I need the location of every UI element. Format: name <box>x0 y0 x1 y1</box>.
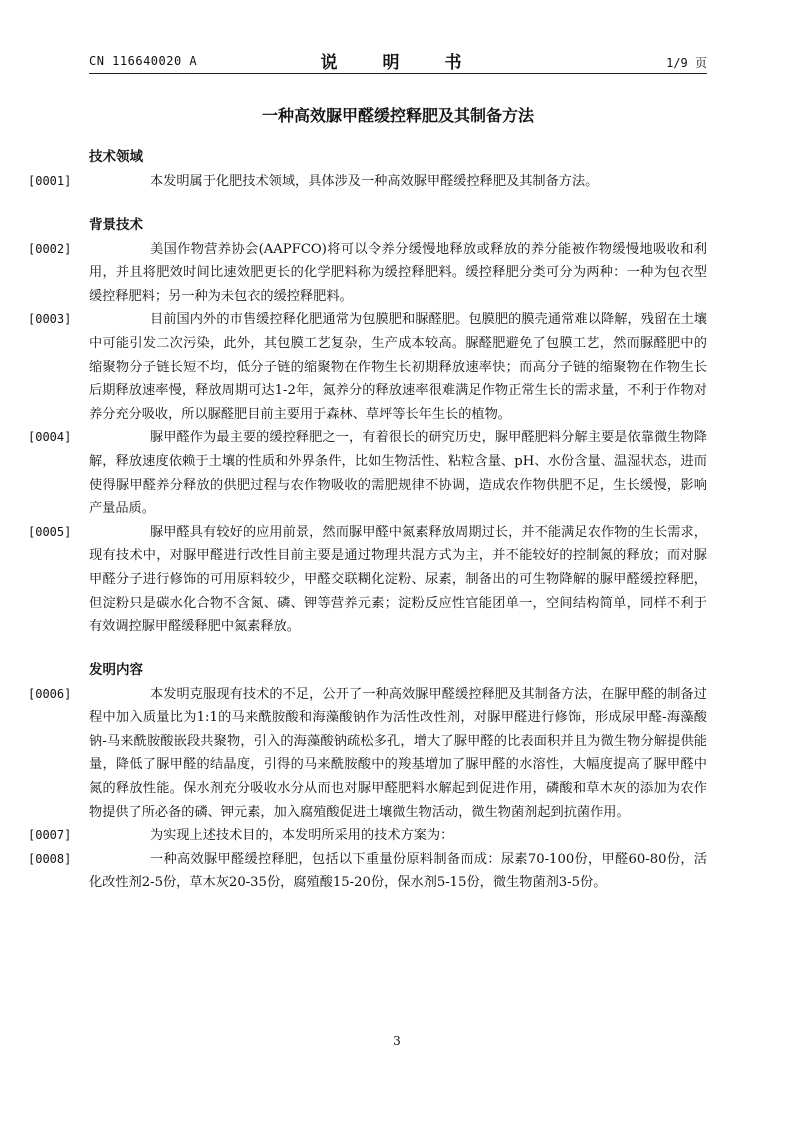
page-indicator: 1/9 页 <box>666 56 707 70</box>
document-title: 一种高效脲甲醛缓控释肥及其制备方法 <box>261 106 534 125</box>
paragraph-0002 <box>28 238 707 309</box>
paragraph-text: 脲甲醛具有较好的应用前景，然而脲甲醛中氮素释放周期过长，并不能满足农作物的生长需求，现有技术中，对脲甲醛进行改性目前主要是通过物理共混方式为主，并不能较好的控制氮的释放；而对脲甲醛分子进行修饰的可用原料较少，甲醛交联糊化淀粉、尿素，制备出的可生物降解的脲甲醛缓控释肥，但淀粉只是碳水化合物不含氮、磷、钾等营养元素；淀粉反应性官能团单一，空间结构简单，同样不利于有效调控脲甲醛缓释肥中氮素释放。 <box>89 524 707 635</box>
paragraph-text: 脲甲醛作为最主要的缓控释肥之一，有着很长的研究历史，脲甲醛肥料分解主要是依靠微生物降解，释放速度依赖于土壤的性质和外界条件，比如生物活性、粘粒含量、pH、水份含量、温湿状态，进而使得脲甲醛养分释放的供肥过程与农作物吸收的需肥规律不协调，造成农作物供肥不足，生长缓慢，影响产量品质。 <box>89 430 707 517</box>
document-body <box>28 145 707 895</box>
section-heading: 背景技术 <box>89 216 143 233</box>
paragraph-number: [0002] <box>28 241 72 256</box>
paragraph-0008 <box>28 848 707 895</box>
section-summary <box>28 658 707 895</box>
doc-type: 说 明 书 <box>320 53 476 73</box>
paragraph-0004 <box>28 426 707 520</box>
paragraph-0003 <box>28 308 707 426</box>
paragraph-number: [0003] <box>28 312 72 327</box>
paragraph-text: 为实现上述技术目的，本发明所采用的技术方案为： <box>150 828 454 844</box>
paragraph-0005 <box>28 521 707 639</box>
section-heading: 发明内容 <box>89 661 143 678</box>
page-number: 3 <box>393 1034 401 1048</box>
paragraph-number: [0001] <box>28 174 72 188</box>
paragraph-text: 一种高效脲甲醛缓控释肥，包括以下重量份原料制备而成：尿素70-100份，甲醛60-80份，活化改性剂2-5份，草木灰20-35份，腐殖酸15-20份，保水剂5-15份，微生物菌剂3-5份。 <box>89 851 707 891</box>
paragraph-number: [0007] <box>28 828 72 843</box>
paragraph-0006 <box>28 683 707 825</box>
paragraph-number: [0005] <box>28 524 72 539</box>
paragraph-0001 <box>28 170 707 194</box>
header-rule <box>89 73 707 74</box>
paragraph-text: 本发明克服现有技术的不足，公开了一种高效脲甲醛缓控释肥及其制备方法，在脲甲醛的制备过程中加入质量比为1:1的马来酰胺酸和海藻酸钠作为活性改性剂，对脲甲醛进行修饰，形成尿甲醛-海藻酸钠-马来酰胺酸嵌段共聚物，引入的海藻酸钠疏松多孔，增大了脲甲醛的比表面积并且为微生物分解提供能量，降低了脲甲醛的结晶度，引得的马来酰胺酸中的羧基增加了脲甲醛的水溶性，大幅度提高了脲甲醛中氮的释放性能。保水剂充分吸收水分从而也对脲甲醛肥料水解起到促进作用，磷酸和草木灰的添加为农作物提供了所必备的磷、钾元素，加入腐殖酸促进土壤微生物活动，微生物菌剂起到抗菌作用。 <box>89 686 707 820</box>
section-background <box>28 213 707 639</box>
paragraph-text: 目前国内外的市售缓控释化肥通常为包膜肥和脲醛肥。包膜肥的膜壳通常难以降解，残留在土壤中可能引发二次污染，此外，其包膜工艺复杂，生产成本较高。脲醛肥避免了包膜工艺，然而脲醛肥中的缩聚物分子链长短不均，低分子链的缩聚物在作物生长初期释放速率快；而高分子链的缩聚物在作物生长后期释放速率慢，释放周期可达1-2年，氮养分的释放速率很难满足作物正常生长的需求量，不利于作物对养分充分吸收，所以脲醛肥目前主要用于森林、草坪等长年生长的植物。 <box>89 312 707 422</box>
paragraph-text: 本发明属于化肥技术领域，具体涉及一种高效脲甲醛缓控释肥及其制备方法。 <box>150 174 599 189</box>
paragraph-number: [0008] <box>28 851 72 866</box>
doc-number: CN 116640020 A <box>89 54 198 68</box>
paragraph-0007 <box>28 824 707 848</box>
paragraph-number: [0006] <box>28 686 72 701</box>
page-header <box>89 48 707 74</box>
section-technical-field <box>28 145 707 194</box>
paragraph-text: 美国作物营养协会(AAPFCO)将可以令养分缓慢地释放或释放的养分能被作物缓慢地吸收和利用，并且将肥效时间比速效肥更长的化学肥料称为缓控释肥料。缓控释肥分类可分为两种：一种为包衣型缓控释肥料；另一种为未包衣的缓控释肥料。 <box>89 241 707 304</box>
section-heading: 技术领域 <box>89 149 143 165</box>
paragraph-number: [0004] <box>28 430 72 445</box>
